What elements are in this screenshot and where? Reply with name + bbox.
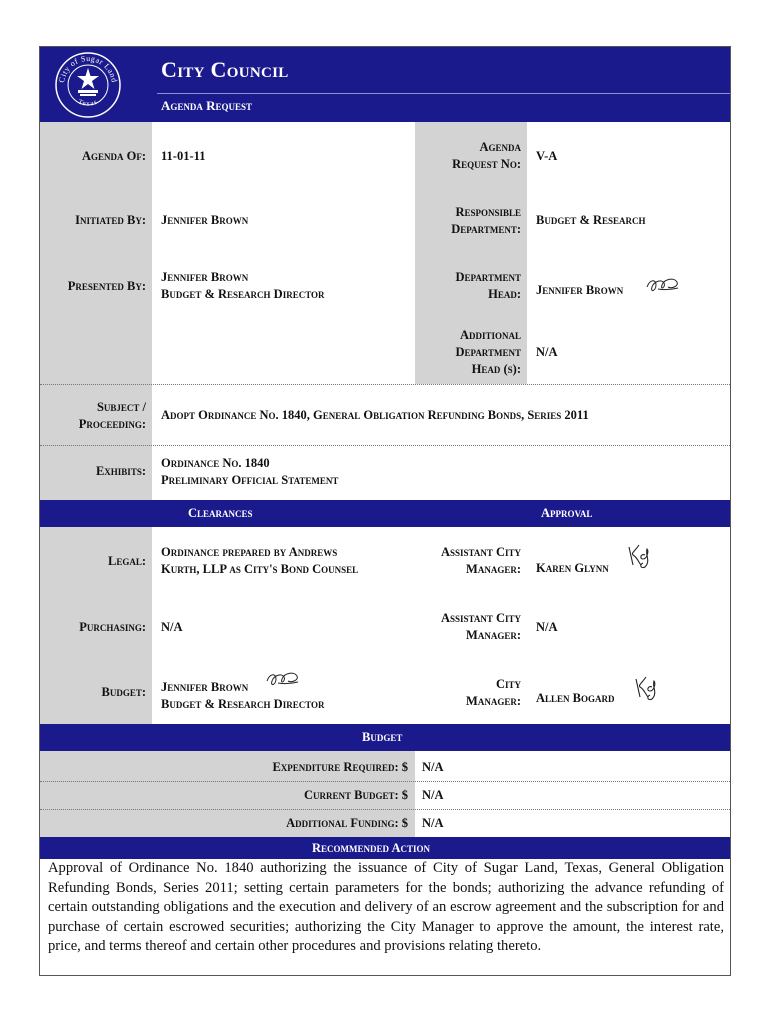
divider bbox=[40, 781, 730, 782]
presented-by-label: Presented By: bbox=[67, 279, 146, 293]
approval-heading: Approval bbox=[541, 506, 593, 520]
dept-head-value: Jennifer Brown bbox=[536, 283, 624, 297]
signature-kg-icon bbox=[625, 541, 659, 571]
current-budget-label: Current Budget: $ bbox=[303, 788, 408, 802]
budget-heading: Budget bbox=[362, 730, 403, 744]
exhibits-label: Exhibits: bbox=[95, 464, 146, 478]
budget-bar bbox=[40, 724, 730, 751]
divider bbox=[40, 384, 730, 385]
legal-value: Ordinance prepared by Andrews Kurth, LLP as City's Bond Counsel bbox=[161, 545, 359, 576]
signature-jb2-icon bbox=[264, 667, 302, 691]
city-seal-logo bbox=[54, 51, 122, 119]
divider bbox=[40, 445, 730, 446]
page-title: City Council bbox=[161, 57, 289, 82]
presented-by-value: Jennifer Brown Budget & Research Director bbox=[161, 270, 325, 301]
header-divider bbox=[157, 93, 730, 94]
header-banner bbox=[40, 47, 730, 122]
divider bbox=[40, 809, 730, 810]
svg-text:Texas bbox=[77, 98, 99, 108]
acm2-label: Assistant City Manager: bbox=[440, 611, 521, 642]
initiated-by-label: Initiated By: bbox=[75, 213, 146, 227]
clearances-heading: Clearances bbox=[188, 506, 253, 520]
purchasing-label: Purchasing: bbox=[79, 620, 146, 634]
seal-bottom-text: Texas bbox=[76, 97, 100, 108]
agenda-request-form bbox=[39, 46, 731, 976]
expenditure-value: N/A bbox=[422, 760, 444, 774]
signature-ab-icon bbox=[632, 673, 666, 703]
cm-value: Allen Bogard bbox=[536, 691, 615, 705]
additional-dept-head-label: Additional Department Head (s): bbox=[455, 328, 521, 376]
current-budget-value: N/A bbox=[422, 788, 444, 802]
label-column-left bbox=[40, 122, 152, 509]
agenda-request-no-value: V-A bbox=[536, 149, 558, 163]
cm-label: City Manager: bbox=[466, 677, 521, 708]
clearances-approval-bar bbox=[40, 500, 730, 527]
exhibits-value: Ordinance No. 1840 Preliminary Official Statement bbox=[161, 456, 339, 487]
additional-funding-label: Additional Funding: $ bbox=[286, 816, 408, 830]
signature-jb-icon bbox=[644, 273, 682, 297]
initiated-by-value: Jennifer Brown bbox=[161, 213, 249, 227]
subject-label: Subject / Proceeding: bbox=[78, 400, 146, 431]
agenda-request-no-label: Agenda Request No: bbox=[452, 140, 521, 171]
acm1-label: Assistant City Manager: bbox=[440, 545, 521, 576]
budget-label: Budget: bbox=[101, 685, 146, 699]
responsible-dept-value: Budget & Research bbox=[536, 213, 646, 227]
subject-value: Adopt Ordinance No. 1840, General Obligation Refunding Bonds, Series 2011 bbox=[161, 408, 589, 422]
acm1-value: Karen Glynn bbox=[536, 561, 609, 575]
additional-dept-head-value: N/A bbox=[536, 345, 558, 359]
recommended-action-bar bbox=[40, 837, 730, 859]
recommended-action-heading: Recommended Action bbox=[312, 841, 430, 855]
responsible-dept-label: Responsible Department: bbox=[451, 205, 521, 236]
agenda-of-label: Agenda Of: bbox=[81, 149, 146, 163]
purchasing-value: N/A bbox=[161, 620, 183, 634]
additional-funding-value: N/A bbox=[422, 816, 444, 830]
seal-top-text: City of Sugar Land bbox=[57, 53, 119, 84]
agenda-of-value: 11-01-11 bbox=[161, 149, 206, 163]
legal-label: Legal: bbox=[107, 554, 146, 568]
page-subtitle: Agenda Request bbox=[161, 98, 253, 113]
dept-head-label: Department Head: bbox=[455, 270, 521, 301]
budget-value: Jennifer Brown Budget & Research Director bbox=[161, 680, 325, 711]
recommended-action-text: Approval of Ordinance No. 1840 authorizing the issuance of City of Sugar Land, Texas, General Obligation Refunding Bonds, Series 2011; setting certain parameters for the bonds; authorizing the advance refunding of certain outstanding obligations and the execution and delivery of an escrow agreement and the subscription for and purchase of certain escrowed securities; authorizing the City Manager to approve the amount, the interest rate, price, and terms thereof and certain other procedures and provisions relating thereto. bbox=[48, 860, 724, 954]
expenditure-label: Expenditure Required: $ bbox=[272, 760, 408, 774]
acm2-value: N/A bbox=[536, 620, 558, 634]
